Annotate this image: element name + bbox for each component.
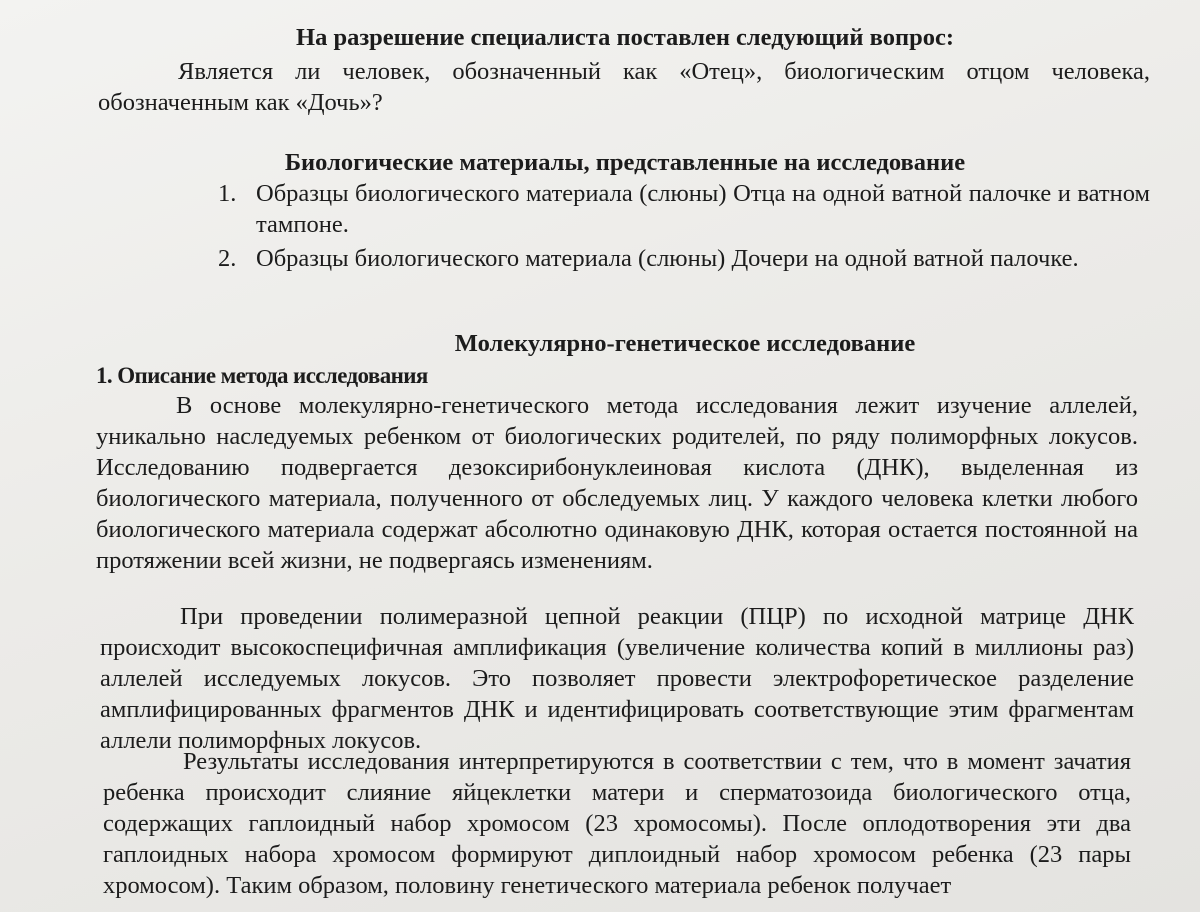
- paragraph-2: При проведении полимеразной цепной реакции (ПЦР) по исходной матрице ДНК происходит высокоспецифичная амплификация (увеличение количества копий в миллионы раз) аллелей исследуемых локусов. Это позволяет провести электрофоретическое разделение амплифицированных фрагментов ДНК и идентифицировать соответствующие этим фрагментам аллели полиморфных локусов.: [100, 603, 1134, 754]
- paragraph-3: Результаты исследования интерпретируются в соответствии с тем, что в момент зачатия ребенка происходит слияние яйцеклетки матери и сперматозоида биологического отца, содержащих гаплоидный набор хромосом (23 хромосомы). После оплодотворения эти два гаплоидных набора хромосом формируют диплоидный набор хромосом ребенка (23 пары хромосом). Таким образом, половину генетического материала ребенок получает: [103, 748, 1131, 899]
- materials-list: [218, 178, 1150, 274]
- list-item-text: Образцы биологического материала (слюны) Дочери на одной ватной палочке.: [256, 245, 1079, 272]
- list-item-text: Образцы биологического материала (слюны) Отца на одной ватной палочке и ватном тампоне.: [256, 180, 1150, 238]
- list-item: [218, 243, 1150, 274]
- question-text: Является ли человек, обозначенный как «Отец», биологическим отцом человека, обозначенным как «Дочь»?: [98, 58, 1150, 116]
- list-item-number: 1.: [218, 180, 237, 207]
- section-title: 1. Описание метода исследования: [96, 363, 428, 388]
- materials-heading: Биологические материалы, представленные на исследование: [284, 149, 966, 176]
- list-item: [218, 178, 1150, 240]
- list-item-number: 2.: [218, 245, 237, 272]
- study-heading: Молекулярно-генетическое исследование: [454, 330, 916, 357]
- paragraph-1: В основе молекулярно-генетического метода исследования лежит изучение аллелей, уникально наследуемых ребенком от биологических родителей, по ряду полиморфных локусов. Исследованию подвергается дезоксирибонуклеиновая кислота (ДНК), выделенная из биологического материала, полученного от обследуемых лиц. У каждого человека клетки любого биологического материала содержат абсолютно одинаковую ДНК, которая остается постоянной на протяжении всей жизни, не подвергаясь изменениям.: [96, 392, 1138, 574]
- question-heading: На разрешение специалиста поставлен следующий вопрос:: [296, 24, 954, 51]
